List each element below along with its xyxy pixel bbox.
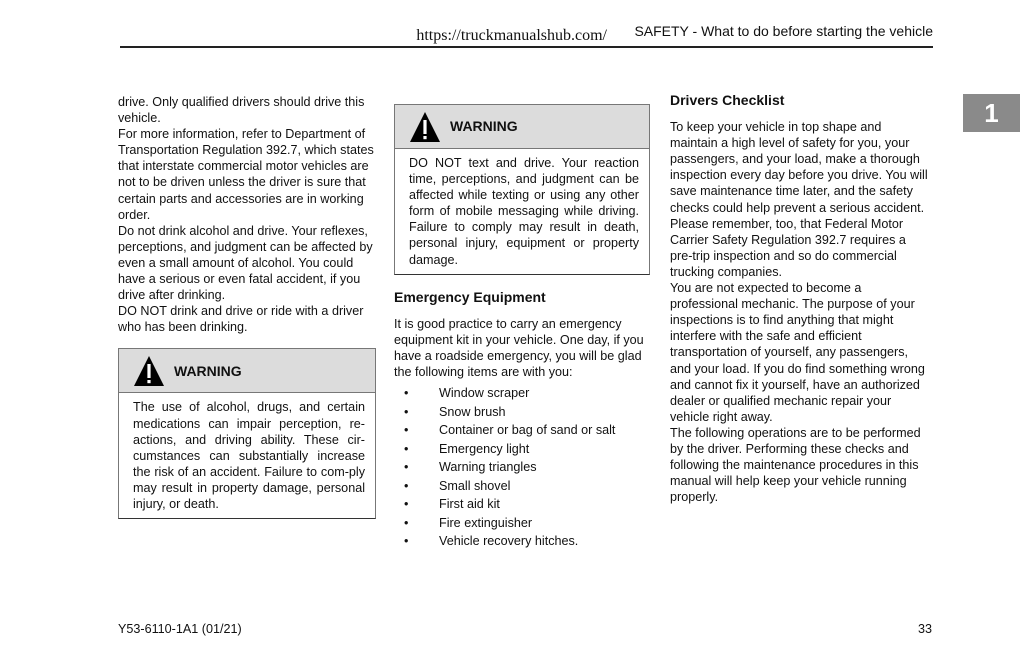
list-item — [394, 404, 650, 423]
list-item — [394, 496, 650, 515]
bullet: • — [404, 404, 409, 419]
bullet: • — [404, 497, 409, 512]
paragraph: You are not expected to become a professional mechanic. The purpose of your inspections is to find anything that might interfere with the safe and efficient transportation of yourself, any passengers, and your load. If you do find something wrong and cannot fix it yourself, have an authorized dealer or qualified mechanic repair your vehicle right away. — [670, 281, 925, 424]
paragraph: Do not drink alcohol and drive. Your reflexes, perceptions, and judgment can be affected by even a small amount of alcohol. You could have a serious or even fatal accident, if you drive after drinking. — [118, 223, 373, 303]
list-item — [394, 422, 650, 441]
list-item-text: Window scraper — [439, 386, 530, 401]
page-number: 33 — [918, 622, 933, 636]
list-item-text: Fire extinguisher — [439, 515, 533, 530]
warning-header — [395, 105, 649, 149]
paragraph: For more information, refer to Department of Transportation Regulation 392.7, which states that interstate commercial motor vehicles are not to be driven unless the driver is sure that certain parts and accessories are in working order. — [118, 127, 374, 222]
list-item-text: Snow brush — [439, 404, 506, 419]
list-item-text: Vehicle recovery hitches. — [439, 534, 579, 549]
header-title: SAFETY - What to do before starting the vehicle — [634, 23, 933, 39]
list-item — [394, 478, 650, 497]
list-item-text: Container or bag of sand or salt — [439, 423, 616, 438]
list-item-text: Warning triangles — [439, 460, 537, 475]
column-middle — [394, 104, 650, 552]
list-item-text: Small shovel — [439, 478, 511, 493]
column-left — [118, 94, 376, 519]
bullet: • — [404, 534, 409, 549]
header-rule — [120, 46, 933, 48]
list-item — [394, 533, 650, 552]
bullet: • — [404, 515, 409, 530]
paragraph: DO NOT drink and drive or ride with a driver who has been drinking. — [118, 304, 364, 335]
footer-doc-code: Y53-6110-1A1 (01/21) — [118, 622, 242, 636]
warning-box-alcohol — [118, 348, 376, 519]
list-item — [394, 515, 650, 534]
list-item — [394, 385, 650, 404]
column-right — [670, 92, 930, 505]
list-item-text: First aid kit — [439, 497, 500, 512]
section-title-emergency-equipment: Emergency Equipment — [394, 288, 546, 305]
warning-text: DO NOT text and drive. Your reaction time, perceptions, and judgment can be affected while texting or using any other form of mobile messaging while driving. Failure to comply may result in death, personal injury, equipment or property damage. — [409, 156, 639, 267]
warning-box-texting — [394, 104, 650, 275]
bullet: • — [404, 386, 409, 401]
warning-text: The use of alcohol, drugs, and certain medications can impair perception, re-actions, and driving ability. These cir-cumstances can substantially increase the risk of an accident. Failure to com-ply may result in property damage, personal injury, or death. — [133, 400, 365, 511]
page-header — [120, 0, 933, 47]
header-url[interactable]: https://truckmanualshub.com/ — [416, 27, 607, 44]
emergency-equipment-list — [394, 385, 650, 552]
warning-label: WARNING — [450, 118, 518, 135]
list-item — [394, 441, 650, 460]
bullet: • — [404, 423, 409, 438]
section-title-drivers-checklist: Drivers Checklist — [670, 92, 785, 108]
list-item — [394, 459, 650, 478]
warning-header — [119, 349, 375, 393]
list-item-text: Emergency light — [439, 441, 530, 456]
paragraph: It is good practice to carry an emergency equipment kit in your vehicle. One day, if you have a roadside emergency, you will be glad the following items are with you: — [394, 316, 644, 380]
warning-label: WARNING — [174, 362, 242, 379]
paragraph: The following operations are to be performed by the driver. Performing these checks and following the maintenance procedures in this manual will help keep your vehicle running properly. — [670, 425, 921, 505]
paragraph: drive. Only qualified drivers should drive this vehicle. — [118, 95, 365, 126]
chapter-tab: 1 — [963, 94, 1020, 132]
warning-triangle-icon — [409, 111, 441, 143]
bullet: • — [404, 460, 409, 475]
paragraph: To keep your vehicle in top shape and maintain a high level of safety for you, your passengers, and your load, make a thorough inspection every day before you drive. You will save maintenance time later, and the safety checks could help prevent a serious accident. Please remember, too, that Federal Motor Carrier Safety Regulation 392.7 requires a pre-trip inspection and so do commercial trucking companies. — [670, 120, 928, 279]
bullet: • — [404, 441, 409, 456]
bullet: • — [404, 478, 409, 493]
warning-triangle-icon — [133, 355, 165, 387]
